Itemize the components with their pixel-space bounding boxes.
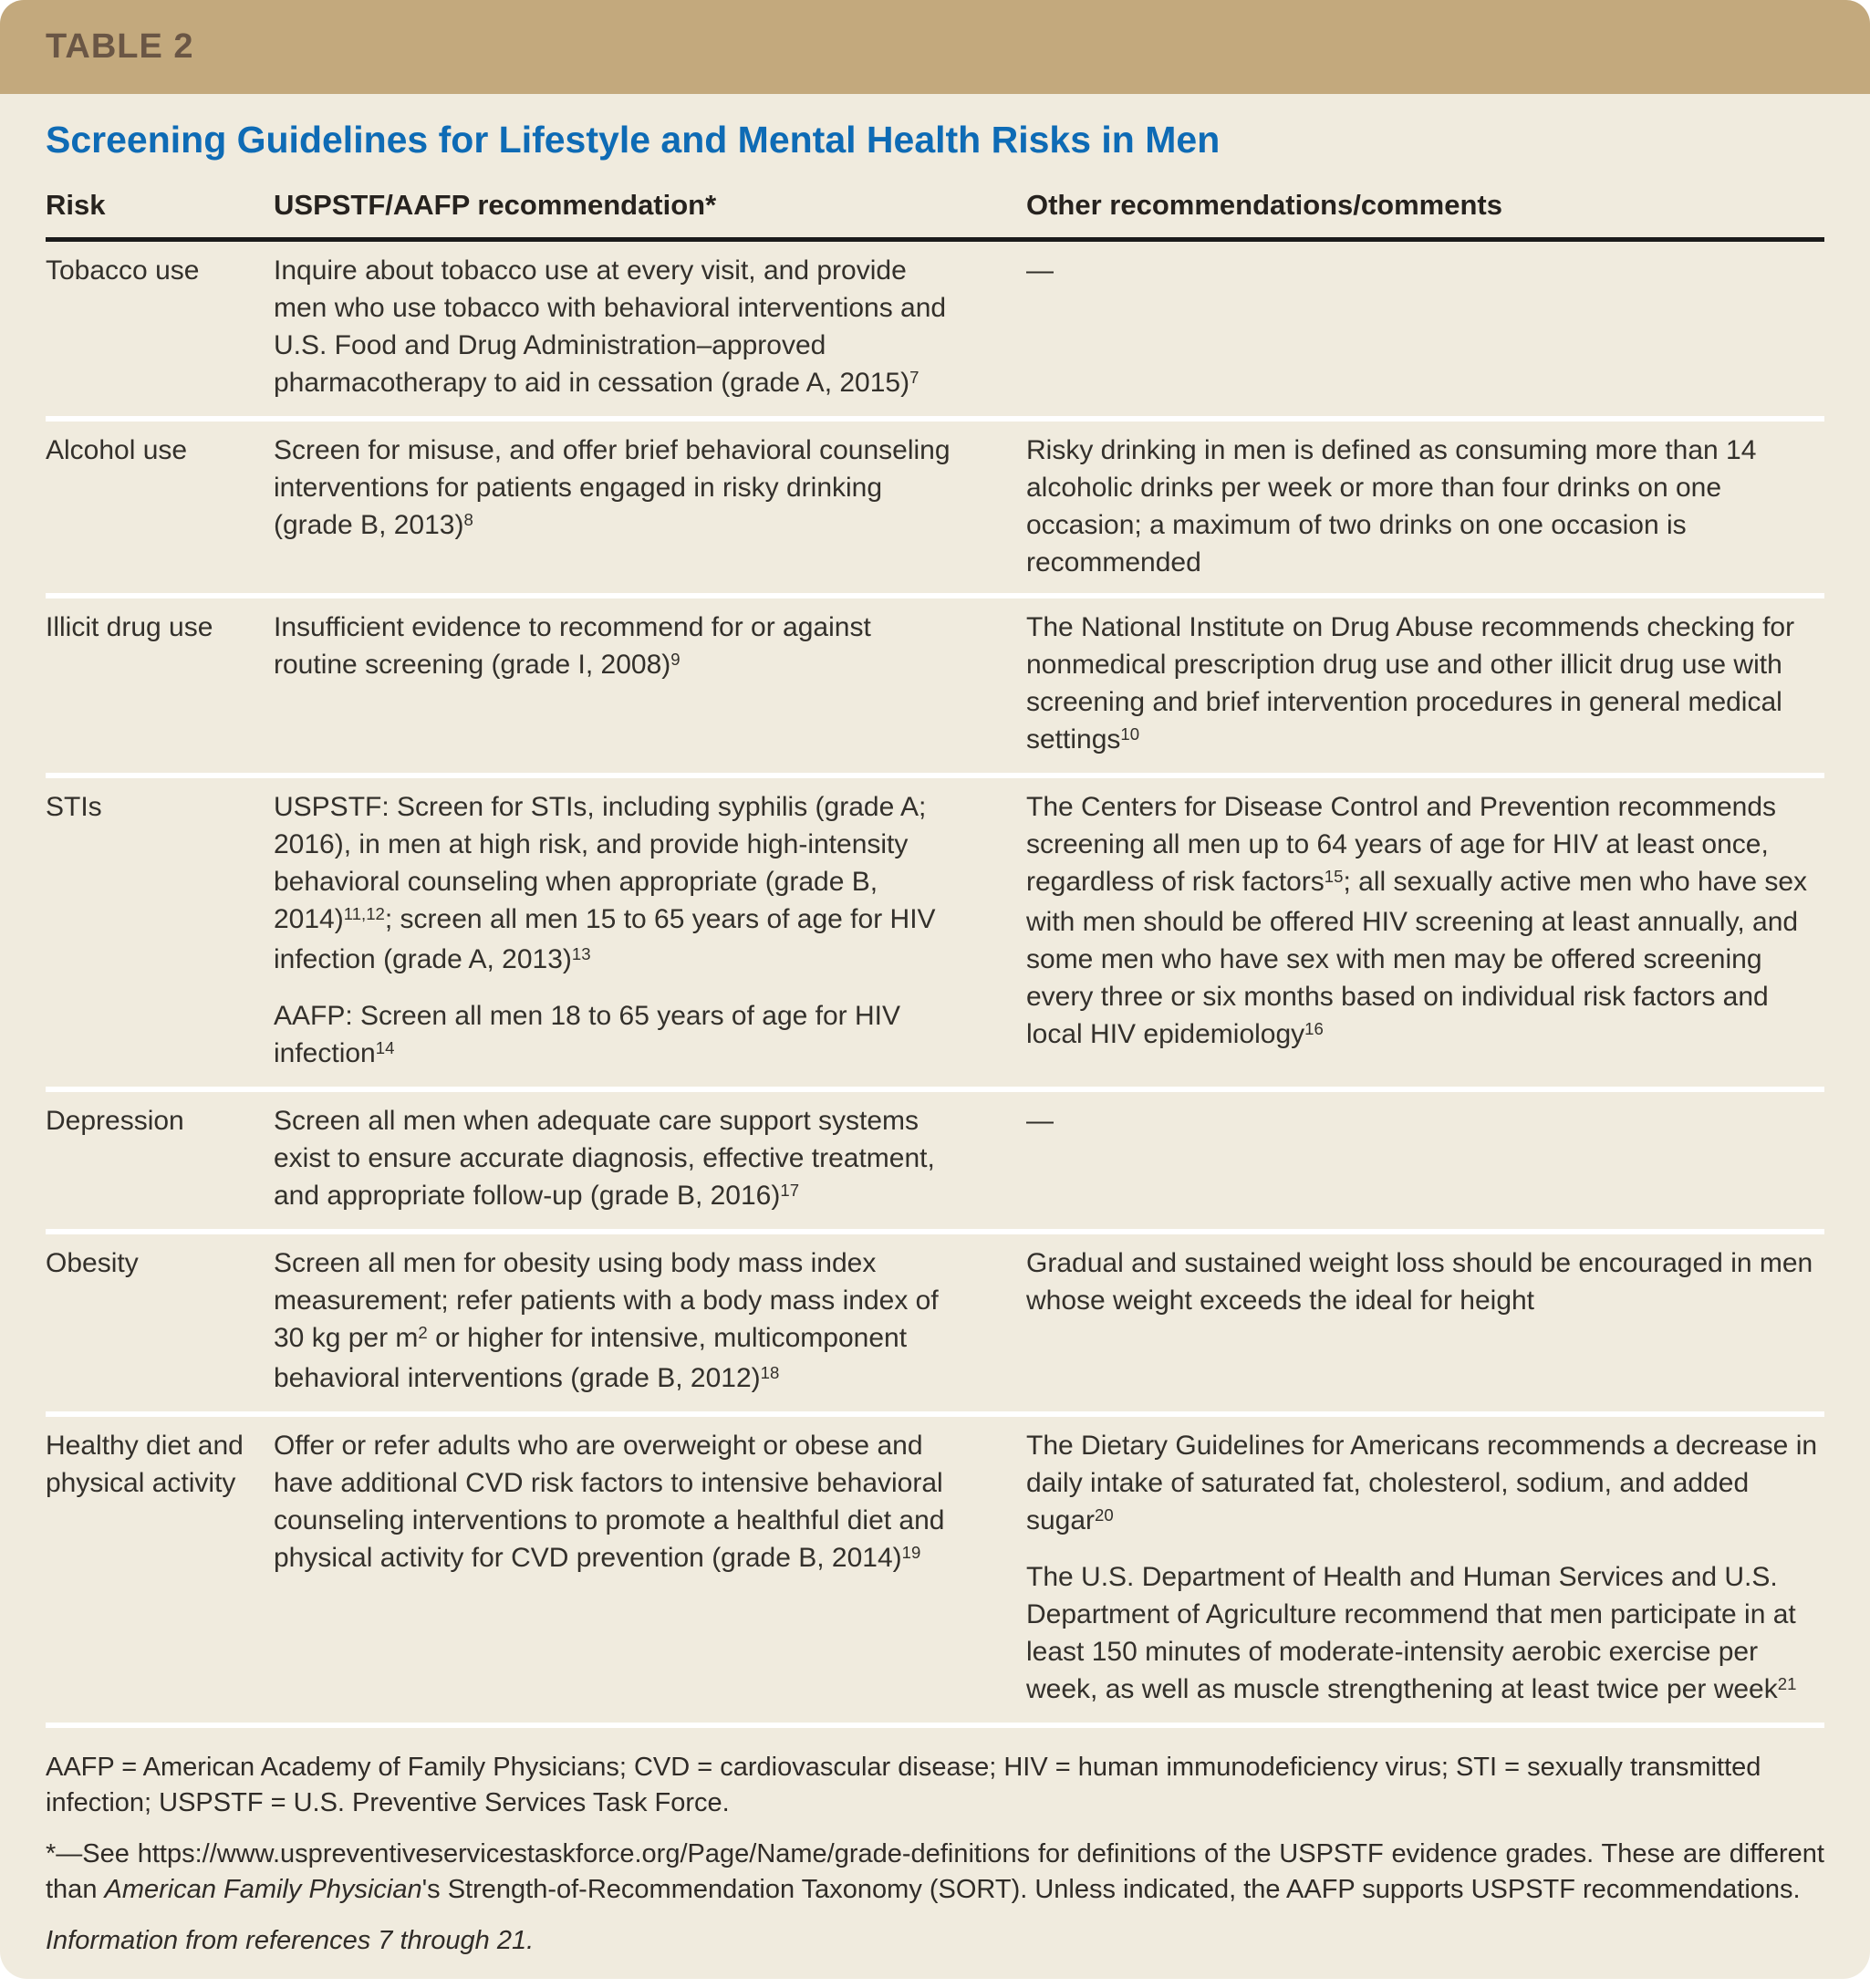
risk-cell: Healthy diet and physical activity xyxy=(46,1411,274,1723)
text-segment: Offer or refer adults who are overweight or obese and have additional CVD risk factors to intensive behavioral counseling interventions to promote a healthful diet and physical activity for CVD prevention (grade B, 2014) xyxy=(274,1430,945,1573)
other-recommendations-cell xyxy=(1026,416,1824,593)
reference-superscript: 20 xyxy=(1095,1504,1114,1525)
cell-paragraph xyxy=(1026,1558,1821,1711)
other-recommendations-cell xyxy=(1026,593,1824,773)
cell-paragraph xyxy=(1026,432,1821,581)
table-body xyxy=(0,94,1870,1979)
risk-cell: Tobacco use xyxy=(46,255,200,286)
risk-cell: Obesity xyxy=(46,1229,274,1411)
other-recommendations-cell xyxy=(1026,242,1824,416)
reference-superscript: 2 xyxy=(418,1322,428,1342)
text-segment: Screen all men for obesity using body mass index measurement; refer patients with a body mass index of 30 kg per m xyxy=(274,1247,939,1353)
uspstf-recommendation-cell xyxy=(274,1087,1026,1229)
table-title: Screening Guidelines for Lifestyle and Mental Health Risks in Men xyxy=(46,119,1221,161)
risk-cell: Depression xyxy=(46,1087,274,1229)
reference-superscript: 19 xyxy=(901,1542,921,1562)
text-segment: — xyxy=(1026,1105,1054,1136)
text-segment: Risky drinking in men is defined as consuming more than 14 alcoholic drinks per week or more than four drinks on one occasion; a maximum of two drinks on one occasion is recommended xyxy=(1026,434,1757,578)
text-segment: 's Strength-of-Recommendation Taxonomy (SORT). Unless indicated, the AAFP supports USPSTF recommendations. xyxy=(421,1874,1801,1904)
reference-superscript: 16 xyxy=(1304,1018,1324,1038)
cell-paragraph xyxy=(274,1102,955,1217)
reference-superscript: 13 xyxy=(571,943,591,963)
text-segment: The National Institute on Drug Abuse recommends checking for nonmedical prescription drug use and other illicit drug use with screening and brief intervention procedures in general medical settings xyxy=(1026,611,1795,755)
cell-paragraph xyxy=(1026,1244,1821,1319)
cell-paragraph xyxy=(1026,252,1821,289)
text-segment: Gradual and sustained weight loss should be encouraged in men whose weight exceeds the ideal for height xyxy=(1026,1247,1813,1316)
column-header-uspstf-aafp-recommendation: USPSTF/AAFP recommendation* xyxy=(274,189,717,222)
reference-superscript: 21 xyxy=(1777,1673,1797,1693)
text-segment: USPSTF: Screen for STIs, including syphilis (grade A; 2016), in men at high risk, and provide high-intensity behavioral counseling when appropriate (grade B, 2014) xyxy=(274,791,927,934)
other-recommendations-cell xyxy=(1026,1087,1824,1229)
text-segment: Insufficient evidence to recommend for or against routine screening (grade I, 2008) xyxy=(274,611,871,680)
table-header-bar xyxy=(0,0,1870,94)
cell-paragraph xyxy=(1026,1427,1821,1542)
text-segment: *—See https://www.uspreventiveservicestaskforce.org/Page/Name/grade-definitions for definitions of the USPSTF evidence grades. These are different than xyxy=(46,1838,1824,1904)
text-segment: The Dietary Guidelines for Americans recommends a decrease in daily intake of saturated fat, cholesterol, sodium, and added sugar xyxy=(1026,1430,1818,1535)
reference-superscript: 7 xyxy=(909,367,919,387)
uspstf-recommendation-cell xyxy=(274,1229,1026,1411)
reference-superscript: 8 xyxy=(463,509,473,529)
reference-superscript: 10 xyxy=(1120,723,1140,744)
text-segment: AAFP: Screen all men 18 to 65 years of age for HIV infection xyxy=(274,1000,901,1068)
text-segment: or higher for intensive, multicomponent behavioral interventions (grade B, 2012) xyxy=(274,1322,908,1393)
reference-superscript: 18 xyxy=(760,1362,780,1382)
footnote xyxy=(46,1837,1824,1908)
risk-cell: STIs xyxy=(46,773,274,1087)
column-header-other-recommendations: Other recommendations/comments xyxy=(1026,189,1502,222)
cell-paragraph xyxy=(274,432,955,546)
footnote xyxy=(46,1923,1824,1959)
cell-paragraph xyxy=(1026,788,1821,1056)
reference-superscript: 14 xyxy=(375,1037,395,1057)
uspstf-recommendation-cell xyxy=(274,1411,1026,1723)
text-segment: The U.S. Department of Health and Human Services and U.S. Department of Agriculture recommend that men participate in at least 150 minutes of moderate-intensity aerobic exercise per week, as well as muscle strengthening at least twice per week xyxy=(1026,1561,1796,1704)
cell-paragraph xyxy=(274,1244,955,1400)
cell-paragraph xyxy=(1026,609,1821,761)
text-segment: Information from references 7 through 21. xyxy=(46,1925,535,1955)
guidelines-table xyxy=(46,188,1824,1723)
reference-superscript: 9 xyxy=(670,649,680,669)
text-segment: Screen all men when adequate care support systems exist to ensure accurate diagnosis, effective treatment, and appropriate follow-up (grade B, 2016) xyxy=(274,1105,935,1211)
text-segment: American Family Physician xyxy=(104,1874,422,1904)
footnote xyxy=(46,1750,1824,1821)
other-recommendations-cell xyxy=(1026,1411,1824,1723)
risk-cell: Alcohol use xyxy=(46,416,274,593)
uspstf-recommendation-cell xyxy=(274,593,1026,773)
other-recommendations-cell xyxy=(1026,773,1824,1087)
reference-superscript: 17 xyxy=(780,1180,800,1200)
uspstf-recommendation-cell xyxy=(274,242,1026,416)
cell-paragraph xyxy=(274,609,955,686)
text-segment: AAFP = American Academy of Family Physicians; CVD = cardiovascular disease; HIV = human immunodeficiency virus; STI = sexually transmitted infection; USPSTF = U.S. Preventive Services Task Force. xyxy=(46,1752,1761,1817)
text-segment: Screen for misuse, and offer brief behavioral counseling interventions for patients engaged in risky drinking (grade B, 2013) xyxy=(274,434,951,540)
text-segment: The Centers for Disease Control and Prevention recommends screening all men up to 64 years of age for HIV at least once, regardless of risk factors xyxy=(1026,791,1777,897)
uspstf-recommendation-cell xyxy=(274,416,1026,593)
cell-paragraph xyxy=(274,1427,955,1579)
cell-paragraph xyxy=(274,997,955,1075)
text-segment: — xyxy=(1026,255,1054,286)
footnotes xyxy=(46,1723,1824,1959)
text-segment: Inquire about tobacco use at every visit, and provide men who use tobacco with behavioral interventions and U.S. Food and Drug Administration–approved pharmacotherapy to aid in cessation (grade A, 2015) xyxy=(274,255,947,398)
table-number-label: TABLE 2 xyxy=(46,27,194,66)
column-header-risk: Risk xyxy=(46,189,106,222)
cell-paragraph xyxy=(274,788,955,981)
risk-cell: Illicit drug use xyxy=(46,593,274,773)
text-segment: ; screen all men 15 to 65 years of age for HIV infection (grade A, 2013) xyxy=(274,903,936,974)
other-recommendations-cell xyxy=(1026,1229,1824,1411)
cell-paragraph xyxy=(1026,1102,1821,1140)
text-segment: ; all sexually active men who have sex with men should be offered HIV screening at least annually, and some men who have sex with men may be offered screening every three or six months based on individual risk factors and local HIV epidemiology xyxy=(1026,866,1808,1049)
cell-paragraph xyxy=(274,252,955,404)
uspstf-recommendation-cell xyxy=(274,773,1026,1087)
reference-superscript: 11,12 xyxy=(343,903,385,923)
reference-superscript: 15 xyxy=(1324,866,1344,886)
